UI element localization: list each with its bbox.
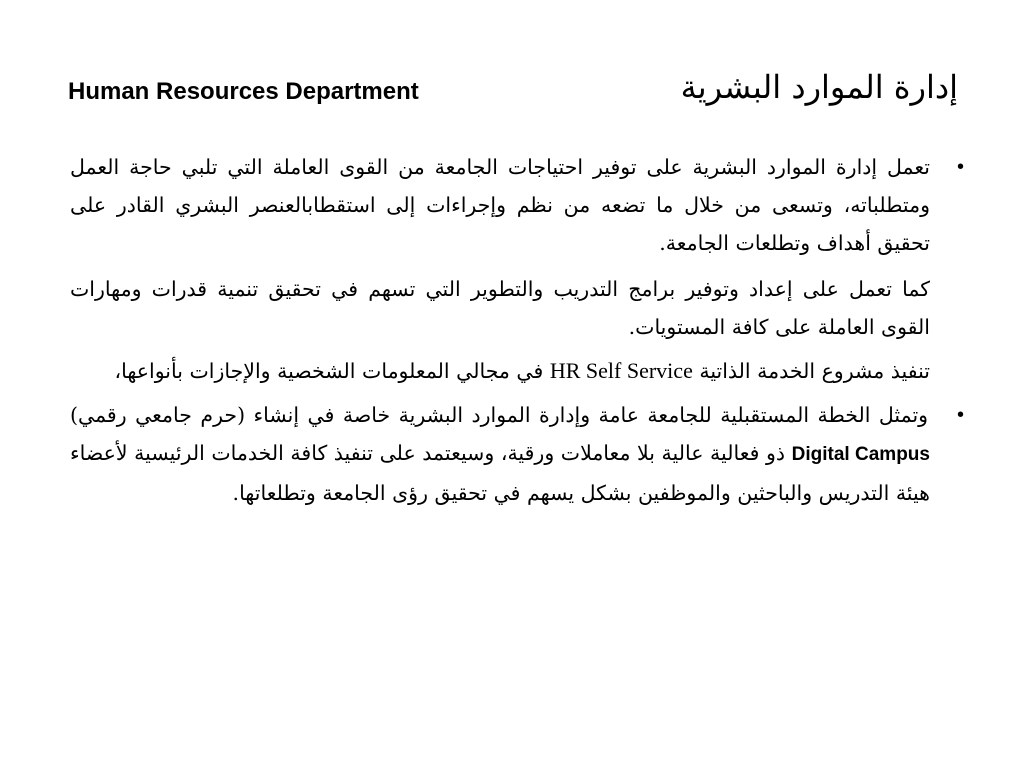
paragraph-text: كما تعمل على إعداد وتوفير برامج التدريب والتطوير التي تسهم في تحقيق تنمية قدرات ومهارات القوى العاملة على كافة المستويات. [70,277,930,339]
paragraph-text-before: وتمثل الخطة المستقبلية للجامعة عامة وإدارة الموارد البشرية خاصة في إنشاء (حرم جامعي رقمي) [70,403,929,427]
english-term-digital-campus: Digital Campus [791,444,930,465]
paragraph-text: تعمل إدارة الموارد البشرية على توفير احتياجات الجامعة من القوى العاملة التي تلبي حاجة العمل ومتطلباته، وتسعى من خلال ما تضعه من نظم وإجراءات إلى استقطابالعنصر البشري القادر على تحقيق أهداف وتطلعات الجامعة. [70,155,930,255]
slide-body [70,148,968,520]
paragraph-text-before: تنفيذ مشروع الخدمة الذاتية [692,359,930,383]
paragraph-text-after: في مجالي المعلومات الشخصية والإجازات بأنواعها، [114,359,544,383]
bullet-paragraph-1 [70,148,964,262]
english-term-hr-self-service: HR Self Service [549,358,693,383]
slide-title-arabic: إدارة الموارد البشرية [680,68,958,106]
slide-title-english: Human Resources Department [68,78,419,105]
sub-paragraph-self-service [70,352,930,390]
paragraph-text-after: ذو فعالية عالية بلا معاملات ورقية، وسيعتمد على تنفيذ كافة الخدمات الرئيسية لأعضاء هيئة التدريس والباحثين والموظفين بشكل يسهم في تحقيق رؤى الجامعة وتطلعاتها. [70,441,930,505]
bullet-icon: • [956,156,964,178]
bullet-icon: • [956,404,964,426]
sub-paragraph-training [70,270,930,346]
bullet-paragraph-2 [70,396,964,512]
